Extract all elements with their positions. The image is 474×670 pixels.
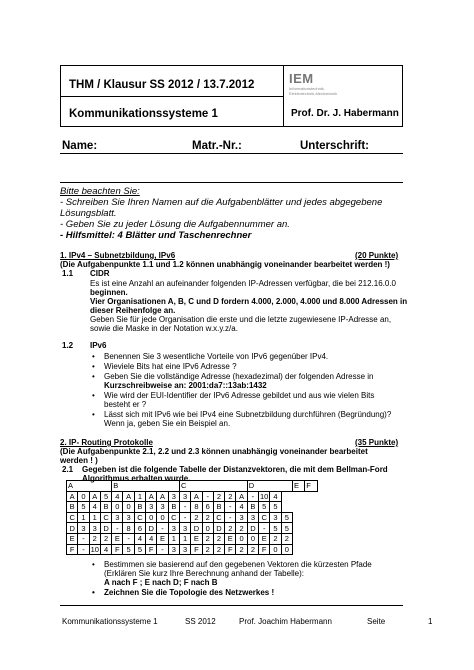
table-cell: E [191, 533, 202, 544]
bullet-icon: • [92, 391, 95, 400]
bullet-icon: • [92, 410, 95, 419]
table-cell: B [213, 502, 224, 513]
exam-header [60, 65, 403, 127]
table-cell: B [247, 502, 258, 513]
table-cell: 3 [157, 502, 168, 513]
table-cell: 2 [247, 544, 258, 555]
table-cell: 2 [225, 523, 236, 534]
table-cell: 0 [112, 502, 123, 513]
table-cell: E [157, 533, 168, 544]
table-cell: 3 [78, 523, 89, 534]
s21-text: Algorithmus erhalten wurde. [82, 474, 191, 483]
task2-item: (Erklären Sie kurz Ihre Berechnung anhand der Tabelle): [104, 569, 304, 578]
s21-text: Gegeben ist die folgende Tabelle der Distanzvektoren, die mit dem Bellman-Ford [82, 465, 388, 474]
s11-line: dieser Reihenfolge an. [90, 306, 176, 315]
table-cell: 1 [168, 533, 179, 544]
table-cell: F [146, 544, 157, 555]
table-cell: 8 [123, 523, 134, 534]
table-header-cell: C [179, 481, 247, 492]
table-cell: 1 [179, 533, 190, 544]
task2-note: (Die Aufgabenpunkte 2.1, 2.2 und 2.3 können unabhängig voneinander bearbeitet [60, 447, 368, 456]
footer-page-number: 1 [428, 617, 433, 626]
table-cell: 3 [247, 512, 258, 523]
table-cell: 4 [89, 502, 100, 513]
name-label: Name: [62, 140, 98, 152]
table-cell: 2 [225, 491, 236, 502]
s11-number: 1.1 [62, 269, 74, 278]
table-cell: 3 [168, 544, 179, 555]
table-cell: 3 [112, 512, 123, 523]
table-row [67, 502, 318, 513]
table-cell: 0 [247, 533, 258, 544]
table-cell: C [134, 512, 145, 523]
table-header-cell: F [305, 481, 317, 492]
table-cell: 4 [236, 502, 247, 513]
table-cell: F [259, 544, 270, 555]
table-cell: 2 [89, 533, 100, 544]
table-cell: C [213, 512, 224, 523]
table-cell: 2 [100, 533, 111, 544]
table-cell: A [236, 491, 247, 502]
course-title: Kommunikationssysteme 1 [69, 108, 218, 120]
table-cell: 3 [179, 491, 190, 502]
table-cell: - [179, 512, 190, 523]
table-cell: - [202, 491, 213, 502]
table-cell: 3 [168, 491, 179, 502]
table-cell: - [157, 523, 168, 534]
task2-item: Zeichnen Sie die Topologie des Netzwerkes ! [104, 588, 275, 597]
table-cell: 2 [281, 533, 292, 544]
s12-item: Kurzschreibweise an: 2001:da7::13ab:1432 [104, 381, 267, 390]
table-header-cell: D [247, 481, 292, 492]
s11-line: Vier Organisationen A, B, C und D fordern 4.000, 2.000, 4.000 und 8.000 Adressen in [90, 297, 408, 306]
table-cell: 5 [100, 491, 111, 502]
table-cell: 5 [281, 512, 292, 523]
table-cell: - [78, 533, 89, 544]
table-cell: A [157, 491, 168, 502]
table-cell: 0 [270, 544, 281, 555]
distance-vector-table [66, 480, 318, 555]
table-cell: 5 [259, 502, 270, 513]
table-cell: 5 [134, 544, 145, 555]
table-cell: 10 [260, 491, 269, 501]
table-cell: 1 [89, 512, 100, 523]
table-cell: F [191, 544, 202, 555]
table-cell: 0 [78, 491, 89, 502]
table-cell: 2 [202, 533, 213, 544]
table-cell: 5 [123, 544, 134, 555]
table-cell: 3 [168, 523, 179, 534]
table-cell: E [225, 533, 236, 544]
table-cell: 0 [202, 523, 213, 534]
table-cell: 2 [202, 512, 213, 523]
table-cell: 4 [146, 533, 157, 544]
footer-author: Prof. Joachim Habermann [239, 617, 332, 626]
table-cell: 0 [236, 533, 247, 544]
table-cell: C [168, 512, 179, 523]
notes-heading: Bitte beachten Sie: [60, 186, 140, 197]
s11-title: CIDR [90, 269, 110, 278]
table-cell: 8 [191, 502, 202, 513]
exam-title: THM / Klausur SS 2012 / 13.7.2012 [69, 79, 255, 91]
table-cell: 10 [90, 544, 99, 554]
table-cell: - [157, 544, 168, 555]
table-cell: 5 [78, 502, 89, 513]
table-row [67, 523, 318, 534]
task2-title: 2. IP- Routing Protokolle [60, 438, 153, 447]
table-cell: 5 [270, 502, 281, 513]
bullet-icon: • [92, 372, 95, 381]
table-cell: D [213, 523, 224, 534]
table-cell: B [67, 502, 78, 513]
table-cell: D [100, 523, 111, 534]
table-cell: A [89, 491, 100, 502]
s12-title: IPv6 [90, 341, 107, 350]
table-cell: 2 [270, 533, 281, 544]
s12-item: Wenn ja, geben Sie ein Beispiel an. [104, 419, 231, 428]
s11-line: Es ist eine Anzahl an aufeinander folgenden IP-Adressen verfügbar, die bei 212.16.0.0 [90, 279, 396, 288]
table-cell: C [259, 512, 270, 523]
table-cell: F [67, 544, 78, 555]
table-cell: 1 [134, 491, 145, 502]
table-cell: D [191, 523, 202, 534]
task1-note: (Die Aufgabenpunkte 1.1 und 1.2 können unabhängig voneinander bearbeitet werden !) [60, 260, 390, 269]
bullet-icon: • [92, 560, 95, 569]
s12-number: 1.2 [62, 341, 74, 350]
table-cell: 3 [89, 523, 100, 534]
table-cell: - [112, 523, 123, 534]
note-item: - Schreiben Sie Ihren Namen auf die Aufgabenblätter und jedes abgegebene [60, 197, 383, 208]
iem-logo: IEM Informationstechnik- Elektrotechnik-Mechatronik [289, 71, 338, 96]
table-cell: B [134, 502, 145, 513]
table-header-cell: A [67, 481, 112, 492]
bullet-icon: • [92, 362, 95, 371]
table-cell: 0 [123, 502, 134, 513]
note-item: Lösungsblatt. [60, 208, 117, 219]
table-cell: - [123, 533, 134, 544]
fields-line [60, 153, 403, 154]
table-cell: - [78, 544, 89, 555]
table-cell: B [100, 502, 111, 513]
task2-paths: A nach F ; E nach D; F nach B [104, 578, 218, 587]
table-cell: F [112, 544, 123, 555]
table-header-cell: E [292, 481, 304, 492]
table-cell: E [67, 533, 78, 544]
footer-semester: SS 2012 [185, 617, 216, 626]
signature-label: Unterschrift: [300, 140, 370, 152]
table-header-row [67, 481, 318, 492]
s12-item: Benennen Sie 3 wesentliche Vorteile von IPv6 gegenüber IPv4. [104, 352, 329, 361]
table-cell: A [146, 491, 157, 502]
table-cell: 6 [202, 502, 213, 513]
table-cell: 3 [179, 544, 190, 555]
task2-item: Bestimmen sie basierend auf den gegebenen Vektoren die kürzesten Pfade [104, 560, 372, 569]
table-row [67, 491, 318, 502]
notes-divider [60, 182, 403, 183]
table-cell: 5 [281, 523, 292, 534]
table-cell: A [123, 491, 134, 502]
table-cell: 0 [157, 512, 168, 523]
table-cell: 2 [236, 523, 247, 534]
table-cell: - [259, 523, 270, 534]
table-cell: - [225, 502, 236, 513]
note-item: - Geben Sie zu jeder Lösung die Aufgabennummer an. [60, 219, 290, 230]
footer-line [60, 605, 403, 606]
table-cell: D [247, 523, 258, 534]
table-cell: 2 [213, 533, 224, 544]
table-cell: C [67, 512, 78, 523]
table-cell: E [259, 533, 270, 544]
table-cell: 2 [191, 512, 202, 523]
table-cell: D [146, 523, 157, 534]
table-cell: 0 [146, 512, 157, 523]
table-cell: 3 [236, 512, 247, 523]
table-cell: 4 [100, 544, 111, 555]
s11-line: Geben Sie für jede Organisation die erste und die letzte zugewiesene IP-Adresse an, [90, 315, 392, 324]
table-cell: 3 [123, 512, 134, 523]
table-cell: 4 [134, 533, 145, 544]
table-row [67, 533, 318, 544]
table-cell: 3 [146, 502, 157, 513]
s21-number: 2.1 [62, 465, 74, 474]
s11-line: beginnen. [90, 288, 128, 297]
table-cell: 2 [213, 544, 224, 555]
table-cell: 5 [270, 523, 281, 534]
table-cell: - [247, 491, 258, 502]
task1-points: (20 Punkte) [355, 251, 399, 260]
footer-page-label: Seite [367, 617, 386, 626]
header-vertical-divider [283, 66, 284, 126]
s12-item: Wie wird der EUI-Identifier der IPv6 Adresse gebildet und aus wie vielen Bits [104, 391, 375, 400]
table-cell: 2 [213, 491, 224, 502]
task2-note: werden ! ) [60, 456, 98, 465]
footer-course: Kommunikationssysteme 1 [62, 617, 158, 626]
bullet-icon: • [92, 352, 95, 361]
note-item: - Hilfsmittel: 4 Blätter und Taschenrechner [60, 230, 252, 241]
table-cell: 4 [112, 491, 123, 502]
bullet-icon: • [92, 588, 95, 597]
table-cell: B [168, 502, 179, 513]
table-row [67, 512, 318, 523]
table-cell: - [225, 512, 236, 523]
table-cell: 6 [134, 523, 145, 534]
table-cell: 4 [270, 491, 281, 502]
s12-item: Wieviele Bits hat eine IPv6 Adresse ? [104, 362, 237, 371]
table-cell: 1 [78, 512, 89, 523]
table-cell: A [67, 491, 78, 502]
professor-name: Prof. Dr. J. Habermann [291, 108, 399, 119]
s12-item: Lässt sich mit IPv6 wie bei IPv4 eine Subnetzbildung durchführen (Begründung)? [104, 410, 392, 419]
table-cell: - [179, 502, 190, 513]
table-cell: C [100, 512, 111, 523]
header-divider [61, 96, 283, 97]
table-cell: 0 [281, 544, 292, 555]
task1-title: 1. IPv4 – Subnetzbildung, IPv6 [60, 251, 176, 260]
matr-label: Matr.-Nr.: [192, 140, 242, 152]
table-cell: F [225, 544, 236, 555]
table-cell: E [112, 533, 123, 544]
table-cell: A [191, 491, 202, 502]
s12-item: Geben Sie die vollständige Adresse (hexadezimal) der folgenden Adresse in [104, 372, 374, 381]
table-cell: 3 [270, 512, 281, 523]
s11-line: sowie die Maske in der Notation w.x.y.z/a. [90, 324, 238, 333]
s12-item: besteht er ? [104, 400, 147, 409]
table-cell: 2 [202, 544, 213, 555]
table-cell: 2 [236, 544, 247, 555]
task2-points: (35 Punkte) [355, 438, 399, 447]
table-cell: D [67, 523, 78, 534]
table-cell: 3 [179, 523, 190, 534]
table-row [67, 544, 318, 555]
table-header-cell: B [112, 481, 180, 492]
